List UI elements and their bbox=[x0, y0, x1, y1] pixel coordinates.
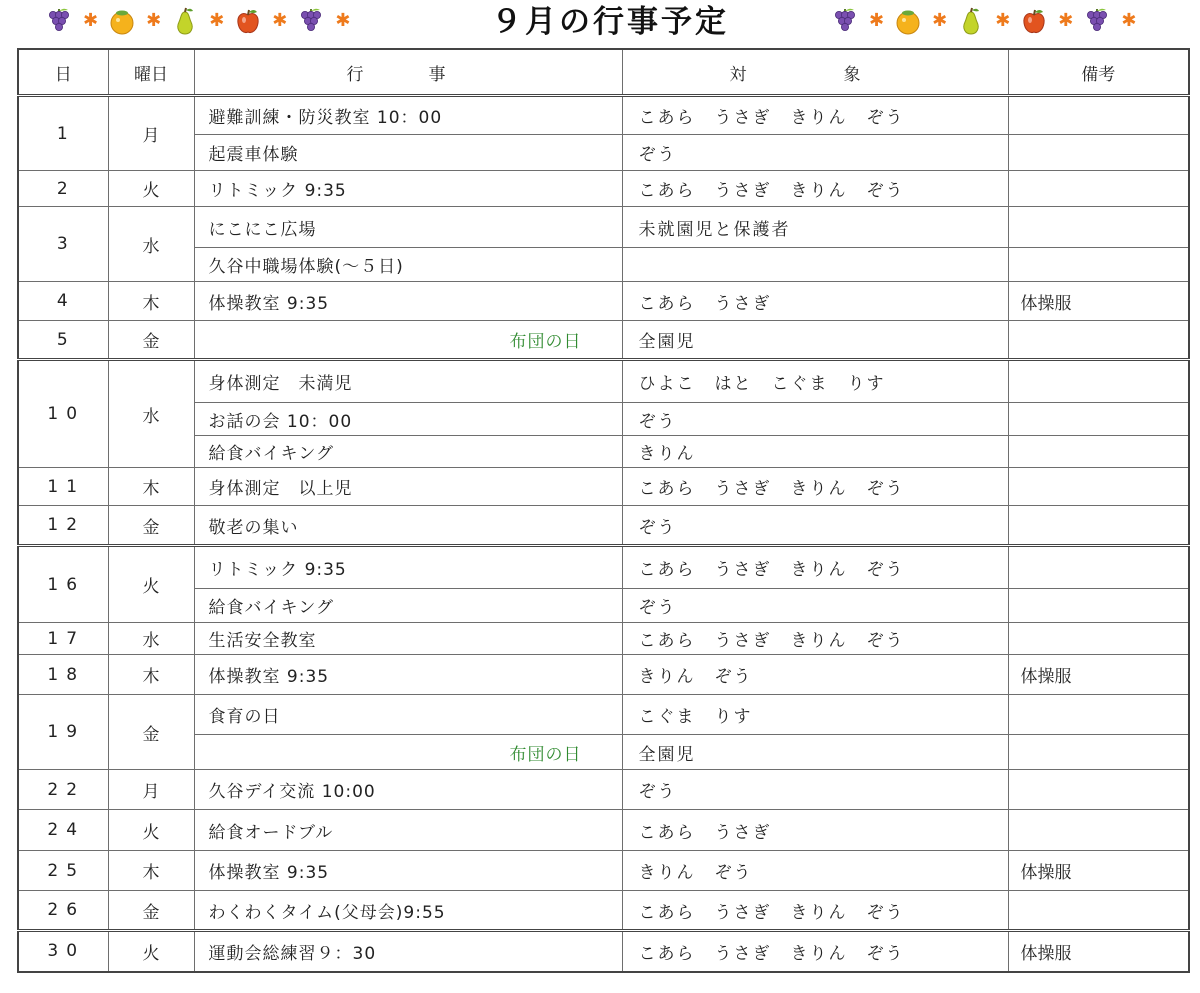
target-cell: ぞう bbox=[622, 403, 1008, 436]
event-cell: 布団の日 bbox=[194, 735, 622, 770]
table-row bbox=[18, 735, 1189, 770]
event-cell: 久谷中職場体験(～５日) bbox=[194, 248, 622, 282]
date-cell: 26 bbox=[18, 891, 108, 931]
weekday-cell: 水 bbox=[108, 207, 194, 282]
target-cell: きりん ぞう bbox=[622, 655, 1008, 695]
header-day: 曜日 bbox=[108, 49, 194, 96]
table-row bbox=[18, 171, 1189, 207]
date-cell: 3 bbox=[18, 207, 108, 282]
header-target: 対 象 bbox=[622, 49, 1008, 96]
date-cell: 12 bbox=[18, 506, 108, 546]
event-cell: 敬老の集い bbox=[194, 506, 622, 546]
weekday-cell: 木 bbox=[108, 655, 194, 695]
weekday-cell: 水 bbox=[108, 360, 194, 468]
note-cell bbox=[1008, 96, 1189, 135]
weekday-cell: 月 bbox=[108, 770, 194, 810]
event-cell: 起震車体験 bbox=[194, 135, 622, 171]
event-cell: 体操教室 9:35 bbox=[194, 851, 622, 891]
target-cell: ぞう bbox=[622, 135, 1008, 171]
table-row bbox=[18, 851, 1189, 891]
target-cell: こあら うさぎ bbox=[622, 282, 1008, 321]
asterisk-icon: ✱ bbox=[83, 10, 99, 31]
weekday-cell: 火 bbox=[108, 171, 194, 207]
date-cell: 5 bbox=[18, 321, 108, 360]
event-cell: にこにこ広場 bbox=[194, 207, 622, 248]
table-row bbox=[18, 360, 1189, 403]
grape-icon bbox=[1082, 6, 1112, 36]
weekday-cell: 木 bbox=[108, 282, 194, 321]
target-cell: きりん ぞう bbox=[622, 851, 1008, 891]
event-cell: 体操教室 9:35 bbox=[194, 282, 622, 321]
note-cell bbox=[1008, 770, 1189, 810]
note-cell bbox=[1008, 506, 1189, 546]
target-cell: ぞう bbox=[622, 770, 1008, 810]
note-cell bbox=[1008, 403, 1189, 436]
note-cell bbox=[1008, 735, 1189, 770]
weekday-cell: 金 bbox=[108, 506, 194, 546]
target-cell bbox=[622, 248, 1008, 282]
weekday-cell: 木 bbox=[108, 851, 194, 891]
weekday-cell: 木 bbox=[108, 468, 194, 506]
weekday-cell: 金 bbox=[108, 891, 194, 931]
event-cell: 運動会総練習９：30 bbox=[194, 931, 622, 972]
table-row bbox=[18, 282, 1189, 321]
table-row bbox=[18, 891, 1189, 931]
event-cell: わくわくタイム(父母会)9:55 bbox=[194, 891, 622, 931]
weekday-cell: 水 bbox=[108, 623, 194, 655]
target-cell: こあら うさぎ きりん ぞう bbox=[622, 96, 1008, 135]
apple-icon bbox=[1019, 6, 1049, 36]
pear-icon bbox=[956, 6, 986, 36]
date-cell: 22 bbox=[18, 770, 108, 810]
event-cell: お話の会 10：00 bbox=[194, 403, 622, 436]
asterisk-icon: ✱ bbox=[272, 10, 288, 31]
date-cell: 10 bbox=[18, 360, 108, 468]
grape-icon bbox=[830, 6, 860, 36]
date-cell: 24 bbox=[18, 810, 108, 851]
target-cell: こあら うさぎ きりん ぞう bbox=[622, 623, 1008, 655]
target-cell: きりん bbox=[622, 436, 1008, 468]
grape-icon bbox=[296, 6, 326, 36]
asterisk-icon: ✱ bbox=[869, 10, 885, 31]
target-cell: ひよこ はと こぐま りす bbox=[622, 360, 1008, 403]
table-row bbox=[18, 468, 1189, 506]
asterisk-icon: ✱ bbox=[335, 10, 351, 31]
event-cell: 避難訓練・防災教室 10：00 bbox=[194, 96, 622, 135]
title-bar bbox=[0, 0, 1200, 44]
event-cell: 布団の日 bbox=[194, 321, 622, 360]
target-cell: 全園児 bbox=[622, 735, 1008, 770]
event-cell: 食育の日 bbox=[194, 695, 622, 735]
table-row bbox=[18, 546, 1189, 589]
target-cell: こあら うさぎ きりん ぞう bbox=[622, 171, 1008, 207]
target-cell: こあら うさぎ きりん ぞう bbox=[622, 468, 1008, 506]
note-cell bbox=[1008, 171, 1189, 207]
date-cell: 4 bbox=[18, 282, 108, 321]
event-cell: 身体測定 以上児 bbox=[194, 468, 622, 506]
note-cell bbox=[1008, 360, 1189, 403]
event-cell: 給食バイキング bbox=[194, 436, 622, 468]
pear-icon bbox=[170, 6, 200, 36]
target-cell: 全園児 bbox=[622, 321, 1008, 360]
note-cell bbox=[1008, 589, 1189, 623]
event-cell: 生活安全教室 bbox=[194, 623, 622, 655]
fruit-decoration-left bbox=[44, 4, 350, 38]
table-row bbox=[18, 623, 1189, 655]
date-cell: 16 bbox=[18, 546, 108, 623]
table-row bbox=[18, 931, 1189, 972]
fruit-decoration-right bbox=[830, 4, 1136, 38]
note-cell: 体操服 bbox=[1008, 851, 1189, 891]
table-row bbox=[18, 403, 1189, 436]
orange-icon bbox=[893, 6, 923, 36]
schedule-table bbox=[17, 48, 1190, 973]
asterisk-icon: ✱ bbox=[995, 10, 1011, 31]
date-cell: 2 bbox=[18, 171, 108, 207]
target-cell: ぞう bbox=[622, 589, 1008, 623]
target-cell: こあら うさぎ きりん ぞう bbox=[622, 891, 1008, 931]
table-row bbox=[18, 695, 1189, 735]
weekday-cell: 火 bbox=[108, 810, 194, 851]
table-row bbox=[18, 810, 1189, 851]
target-cell: こぐま りす bbox=[622, 695, 1008, 735]
target-cell: こあら うさぎ きりん ぞう bbox=[622, 546, 1008, 589]
event-cell: リトミック 9:35 bbox=[194, 171, 622, 207]
note-cell bbox=[1008, 810, 1189, 851]
date-cell: 1 bbox=[18, 96, 108, 171]
event-cell: 体操教室 9:35 bbox=[194, 655, 622, 695]
header-event: 行 事 bbox=[194, 49, 622, 96]
note-cell: 体操服 bbox=[1008, 282, 1189, 321]
target-cell: こあら うさぎ bbox=[622, 810, 1008, 851]
note-cell bbox=[1008, 546, 1189, 589]
table-row bbox=[18, 135, 1189, 171]
asterisk-icon: ✱ bbox=[146, 10, 162, 31]
date-cell: 30 bbox=[18, 931, 108, 972]
note-cell bbox=[1008, 623, 1189, 655]
page-title: ９月の行事予定 bbox=[491, 4, 729, 40]
note-cell: 体操服 bbox=[1008, 931, 1189, 972]
schedule-body bbox=[18, 96, 1189, 972]
note-cell bbox=[1008, 695, 1189, 735]
table-row bbox=[18, 248, 1189, 282]
grape-icon bbox=[44, 6, 74, 36]
table-row bbox=[18, 321, 1189, 360]
table-row bbox=[18, 96, 1189, 135]
table-row bbox=[18, 770, 1189, 810]
header-note: 備考 bbox=[1008, 49, 1189, 96]
note-cell bbox=[1008, 321, 1189, 360]
event-cell: 身体測定 未満児 bbox=[194, 360, 622, 403]
table-row bbox=[18, 589, 1189, 623]
event-cell: 給食バイキング bbox=[194, 589, 622, 623]
event-cell: 給食オードブル bbox=[194, 810, 622, 851]
asterisk-icon: ✱ bbox=[1121, 10, 1137, 31]
orange-icon bbox=[107, 6, 137, 36]
table-row bbox=[18, 506, 1189, 546]
header-date: 日 bbox=[18, 49, 108, 96]
note-cell bbox=[1008, 248, 1189, 282]
header-row bbox=[18, 49, 1189, 96]
table-row bbox=[18, 207, 1189, 248]
note-cell: 体操服 bbox=[1008, 655, 1189, 695]
weekday-cell: 火 bbox=[108, 931, 194, 972]
apple-icon bbox=[233, 6, 263, 36]
date-cell: 18 bbox=[18, 655, 108, 695]
weekday-cell: 金 bbox=[108, 321, 194, 360]
note-cell bbox=[1008, 436, 1189, 468]
weekday-cell: 金 bbox=[108, 695, 194, 770]
date-cell: 11 bbox=[18, 468, 108, 506]
date-cell: 25 bbox=[18, 851, 108, 891]
note-cell bbox=[1008, 891, 1189, 931]
note-cell bbox=[1008, 468, 1189, 506]
table-row bbox=[18, 436, 1189, 468]
weekday-cell: 月 bbox=[108, 96, 194, 171]
weekday-cell: 火 bbox=[108, 546, 194, 623]
note-cell bbox=[1008, 135, 1189, 171]
table-row bbox=[18, 655, 1189, 695]
target-cell: 未就園児と保護者 bbox=[622, 207, 1008, 248]
target-cell: こあら うさぎ きりん ぞう bbox=[622, 931, 1008, 972]
target-cell: ぞう bbox=[622, 506, 1008, 546]
asterisk-icon: ✱ bbox=[932, 10, 948, 31]
asterisk-icon: ✱ bbox=[209, 10, 225, 31]
date-cell: 17 bbox=[18, 623, 108, 655]
asterisk-icon: ✱ bbox=[1058, 10, 1074, 31]
note-cell bbox=[1008, 207, 1189, 248]
event-cell: 久谷デイ交流 10:00 bbox=[194, 770, 622, 810]
event-cell: リトミック 9:35 bbox=[194, 546, 622, 589]
date-cell: 19 bbox=[18, 695, 108, 770]
